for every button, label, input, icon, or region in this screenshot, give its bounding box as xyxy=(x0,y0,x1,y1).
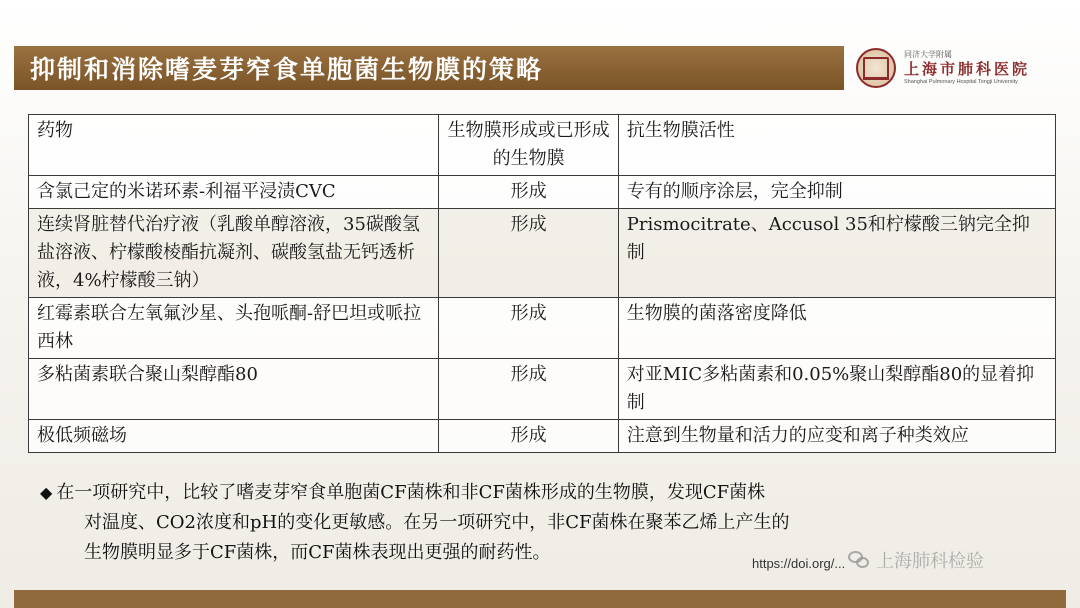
cell-stage: 形成 xyxy=(439,359,618,420)
cell-activity: 专有的顺序涂层，完全抑制 xyxy=(618,176,1055,209)
wechat-icon xyxy=(848,551,870,569)
hospital-logo xyxy=(856,44,1068,92)
cell-stage: 形成 xyxy=(439,209,618,298)
cell-drug: 极低频磁场 xyxy=(29,420,439,453)
title-bar xyxy=(14,46,844,90)
table-row xyxy=(29,209,1056,298)
slide-title: 抑制和消除嗜麦芽窄食单胞菌生物膜的策略 xyxy=(30,55,544,84)
logo-institution-small: 同济大学附属 xyxy=(904,49,952,59)
logo-english-name: Shanghai Pulmonary Hospital Tongji University xyxy=(904,78,1018,85)
cell-drug: 含氯己定的米诺环素-利福平浸渍CVC xyxy=(29,176,439,209)
note-line-1: 在一项研究中，比较了嗜麦芽窄食单胞菌CF菌株和非CF菌株形成的生物膜，发现CF菌株 xyxy=(56,482,766,503)
cell-activity: 生物膜的菌落密度降低 xyxy=(618,298,1055,359)
wechat-watermark xyxy=(848,547,984,573)
cell-stage: 形成 xyxy=(439,420,618,453)
header-drug: 药物 xyxy=(29,115,439,176)
watermark-text: 上海肺科检验 xyxy=(876,551,984,572)
cell-activity: 注意到生物量和活力的应变和离子种类效应 xyxy=(618,420,1055,453)
cell-activity: 对亚MIC多粘菌素和0.05%聚山梨醇酯80的显着抑制 xyxy=(618,359,1055,420)
logo-hospital-name: 上海市肺科医院 xyxy=(904,59,1031,78)
note-line-3: 生物膜明显多于CF菌株，而CF菌株表现出更强的耐药性。 xyxy=(84,542,551,563)
note-line-2: 对温度、CO2浓度和pH的变化更敏感。在另一项研究中，非CF菌株在聚苯乙烯上产生的 xyxy=(84,512,790,533)
cell-stage: 形成 xyxy=(439,176,618,209)
table-row xyxy=(29,420,1056,453)
header-biofilm-stage: 生物膜形成或已形成的生物膜 xyxy=(439,115,618,176)
header-activity: 抗生物膜活性 xyxy=(618,115,1055,176)
table-row xyxy=(29,298,1056,359)
table-header-row xyxy=(29,115,1056,176)
cell-activity: Prismocitrate、Accusol 35和柠檬酸三钠完全抑制 xyxy=(618,209,1055,298)
strategy-table xyxy=(28,114,1056,453)
doi-link[interactable]: https://doi.org/... xyxy=(752,556,846,571)
cell-drug: 红霉素联合左氧氟沙星、头孢哌酮-舒巴坦或哌拉西林 xyxy=(29,298,439,359)
cell-drug: 多粘菌素联合聚山梨醇酯80 xyxy=(29,359,439,420)
table-row xyxy=(29,359,1056,420)
cell-stage: 形成 xyxy=(439,298,618,359)
hospital-seal-icon xyxy=(856,48,896,88)
diamond-bullet-icon: ◆ xyxy=(40,483,53,502)
bottom-bar xyxy=(14,590,1066,608)
table-row xyxy=(29,176,1056,209)
cell-drug: 连续肾脏替代治疗液（乳酸单醇溶液，35碳酸氢盐溶液、柠檬酸棱酯抗凝剂、碳酸氢盐无钙透析液，4%柠檬酸三钠） xyxy=(29,209,439,298)
